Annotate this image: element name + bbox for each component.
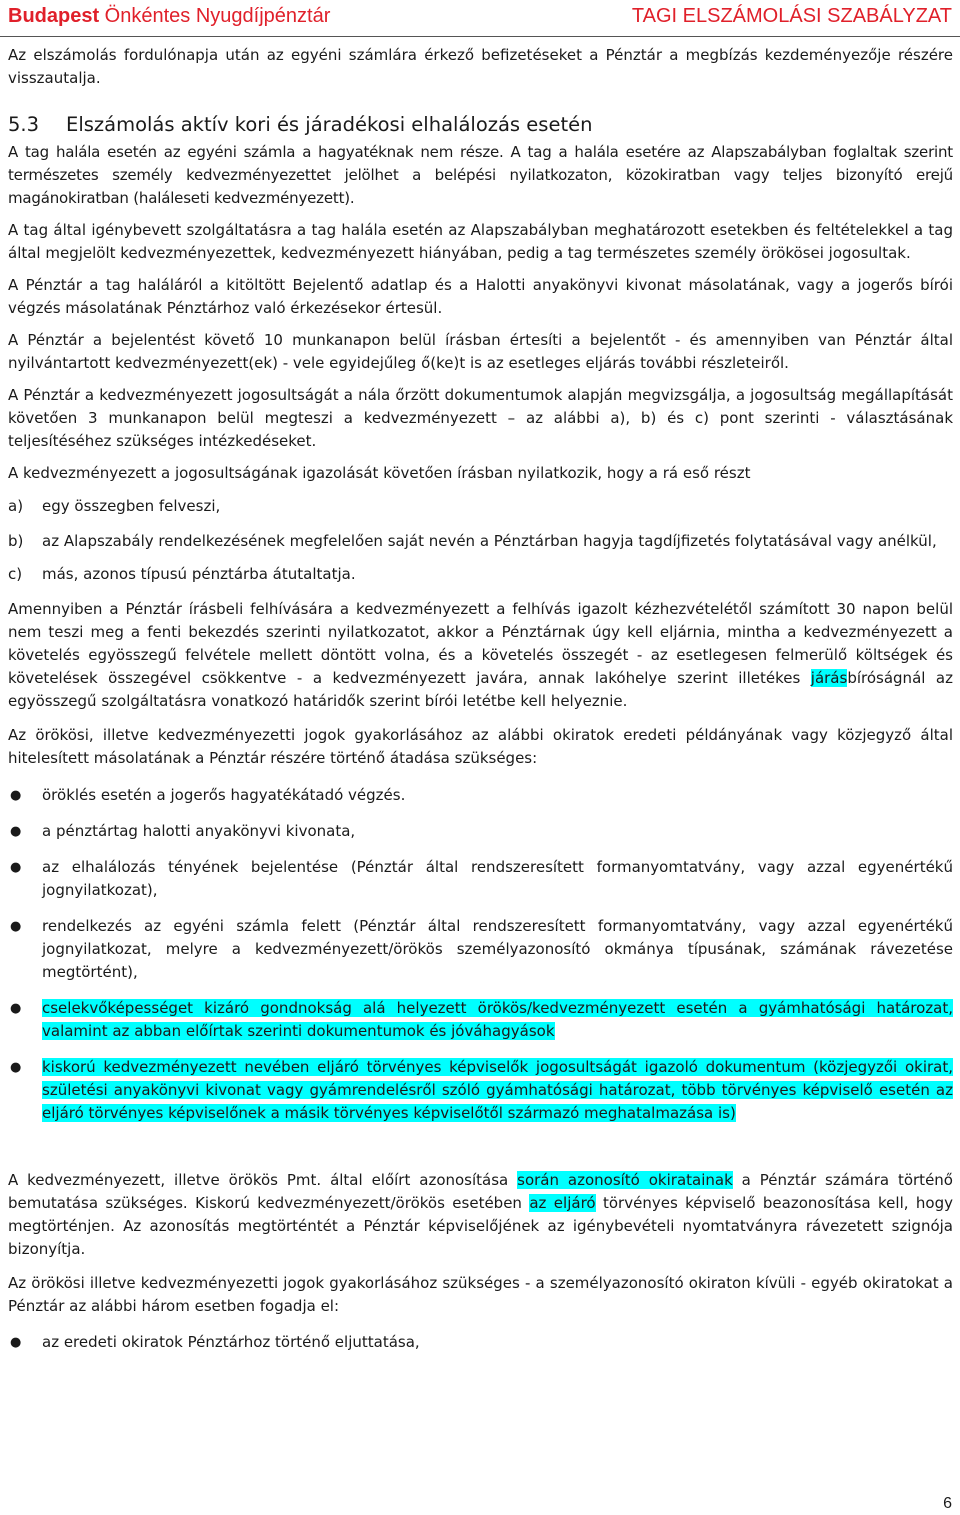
organization-name bbox=[8, 5, 330, 28]
bullet-icon: ● bbox=[10, 860, 22, 875]
paragraph-4: A Pénztár a bejelentést követő 10 munkanapon belül írásban értesíti a bejelentőt - és amennyiben van Pénztár által nyilvántartott kedvezményezett(ek) - vele egyidejűleg ő(ke)t is az esetleges eljárás további részleteiről. bbox=[8, 331, 953, 372]
document-list-item bbox=[8, 997, 953, 1043]
list-item-text: öröklés esetén a jogerős hagyatékátadó végzés. bbox=[42, 786, 406, 804]
highlighted-text: során azonosító okiratainak bbox=[517, 1171, 733, 1189]
paragraph-7 bbox=[8, 598, 953, 713]
section-heading bbox=[8, 111, 953, 139]
highlighted-text: az eljáró bbox=[529, 1194, 596, 1212]
case-list-item bbox=[8, 1331, 953, 1354]
paragraph-3: A Pénztár a tag haláláról a kitöltött Bejelentő adatlap és a Halotti anyakönyvi kivonat másolatának, vagy a jogerős bírói végzés másolatának Pénztárhoz való érkezésekor értesül. bbox=[8, 276, 953, 317]
list-item-text: rendelkezés az egyéni számla felett (Pénztár által rendszeresített formanyomtatvány, vagy azzal egyenértékű jognyilatkozat, melyre a kedvezményezett/örökös személyazonosító okmánya típusának, számának rávezetése megtörtént), bbox=[42, 917, 953, 981]
document-list-item bbox=[8, 784, 953, 807]
paragraph-5: A Pénztár a kedvezményezett jogosultságát a nála őrzött dokumentumok alapján megvizsgálja, a jogosultság megállapítását követően 3 munkanapon belül megteszi a kedvezményezett – az alábbi a), b) és c) pont szerinti - választásának teljesítéséhez szükséges intézkedéseket. bbox=[8, 386, 953, 450]
option-marker: c) bbox=[8, 565, 23, 583]
document-list-item bbox=[8, 856, 953, 902]
document-list-item bbox=[8, 915, 953, 984]
paragraph-9 bbox=[8, 1169, 953, 1261]
option-b bbox=[8, 530, 953, 553]
paragraph-9-text: A kedvezményezett, illetve örökös Pmt. által előírt azonosítása bbox=[8, 1171, 518, 1189]
option-c bbox=[8, 563, 953, 586]
document-list-item bbox=[8, 820, 953, 843]
option-marker: a) bbox=[8, 497, 24, 515]
bullet-icon: ● bbox=[10, 1335, 22, 1350]
list-item-text: a pénztártag halotti anyakönyvi kivonata, bbox=[42, 822, 356, 840]
highlighted-text: járás bbox=[810, 669, 848, 687]
paragraph-1: A tag halála esetén az egyéni számla a hagyatéknak nem része. A tag a halála esetére az Alapszabályban foglaltak szerint természetes személy kedvezményezettet jelölhet a belépési nyilatkozaton, közokiratban vagy teljes bizonyító erejű magánokiratban (haláleseti kedvezményezett). bbox=[8, 143, 953, 207]
document-list-item bbox=[8, 1056, 953, 1125]
section-number: 5.3 bbox=[8, 113, 40, 136]
paragraph-7-text-end: bíróságnál az egyösszegű szolgáltatásra vonatkozó határidők szerint bírói letétbe kell helyeznie. bbox=[8, 669, 953, 710]
paragraph-8: Az örökösi, illetve kedvezményezetti jogok gyakorlásához az alábbi okiratok eredeti példányának vagy közjegyző által hitelesített másolatának a Pénztár részére történő átadása szükséges: bbox=[8, 726, 953, 767]
option-text: más, azonos típusú pénztárba átutaltatja. bbox=[42, 565, 356, 583]
bullet-icon: ● bbox=[10, 1001, 22, 1016]
bullet-icon: ● bbox=[10, 1060, 22, 1075]
bullet-icon: ● bbox=[10, 919, 22, 934]
option-text: az Alapszabály rendelkezésének megfelelően saját nevén a Pénztárban hagyja tagdíjfizetés folytatásával vagy anélkül, bbox=[42, 532, 937, 550]
page-header bbox=[0, 0, 960, 37]
bullet-icon: ● bbox=[10, 788, 22, 803]
intro-paragraph: Az elszámolás fordulónapja után az egyéni számlára érkező befizetéseket a Pénztár a megbízás kezdeményezője részére visszautalja. bbox=[8, 46, 953, 87]
option-text: egy összegben felveszi, bbox=[42, 497, 221, 515]
organization-name-rest: Önkéntes Nyugdíjpénztár bbox=[99, 5, 331, 27]
bullet-icon: ● bbox=[10, 824, 22, 839]
paragraph-9-text: törvényes képviselő beazonosítása kell, hogy megtörténjen. Az azonosítás megtörténtét a Pénztár képviselőjének az igénybevételi nyomtatványra rávezetett szignója bizonyítja. bbox=[8, 1194, 953, 1258]
document-body bbox=[8, 38, 953, 1354]
list-item-text: az eredeti okiratok Pénztárhoz történő eljuttatása, bbox=[42, 1333, 420, 1351]
page-number: 6 bbox=[943, 1495, 952, 1512]
paragraph-10: Az örökösi illetve kedvezményezetti jogok gyakorlásához szükséges - a személyazonosító okiraton kívüli - egyéb okiratokat a Pénztár az alábbi három esetben fogadja el: bbox=[8, 1274, 953, 1315]
paragraph-7-text: Amennyiben a Pénztár írásbeli felhívására a kedvezményezett a felhívás igazolt kézhezvételétől számított 30 napon belül nem teszi meg a fenti bekezdés szerinti nyilatkozatot, akkor a Pénztárnak úgy kell eljárnia, mintha a kedvezményezett a követelés egyösszegű felvétele mellett döntött volna, és a követelés összegét - az esetlegesen felmerülő költségek és követelések összegével csökkentve - a kedvezményezett javára, annak lakóhelye szerint illetékes bbox=[8, 600, 953, 687]
list-item-text-highlighted: cselekvőképességet kizáró gondnokság alá helyezett örökös/kedvezményezett esetén a gyámhatósági határozat, valamint az abban előírtak szerinti dokumentumok és jóváhagyások bbox=[42, 999, 953, 1040]
paragraph-2: A tag által igénybevett szolgáltatásra a tag halála esetén az Alapszabályban meghatározott esetekben és feltételekkel a tag által megjelölt kedvezményezettek, kedvezményezett hiányában, pedig a tag természetes személy örökösei jogosultak. bbox=[8, 221, 953, 262]
option-a bbox=[8, 495, 953, 518]
option-marker: b) bbox=[8, 532, 24, 550]
section-title: Elszámolás aktív kori és járadékosi elhalálozás esetén bbox=[66, 113, 593, 136]
organization-name-bold: Budapest bbox=[8, 5, 100, 27]
list-item-text-highlighted: kiskorú kedvezményezett nevében eljáró törvényes képviselők jogosultságát igazoló dokumentum (közjegyzői okirat, születési anyakönyvi kivonat vagy gyámrendelésről szóló gyámhatósági határozat, több törvényes képviselő esetén az eljáró törvényes képviselőnek a másik törvényes képviselőtől származó meghatalmazása is) bbox=[42, 1058, 953, 1122]
document-title: TAGI ELSZÁMOLÁSI SZABÁLYZAT bbox=[631, 5, 952, 27]
paragraph-6: A kedvezményezett a jogosultságának igazolását követően írásban nyilatkozik, hogy a rá eső részt bbox=[8, 464, 751, 482]
list-item-text: az elhalálozás tényének bejelentése (Pénztár által rendszeresített formanyomtatvány, vagy azzal egyenértékű jognyilatkozat), bbox=[42, 858, 953, 899]
paragraph-9-text: a Pénztár számára történő bemutatása szükséges. Kiskorú kedvezményezett/örökös esetében bbox=[8, 1171, 953, 1212]
